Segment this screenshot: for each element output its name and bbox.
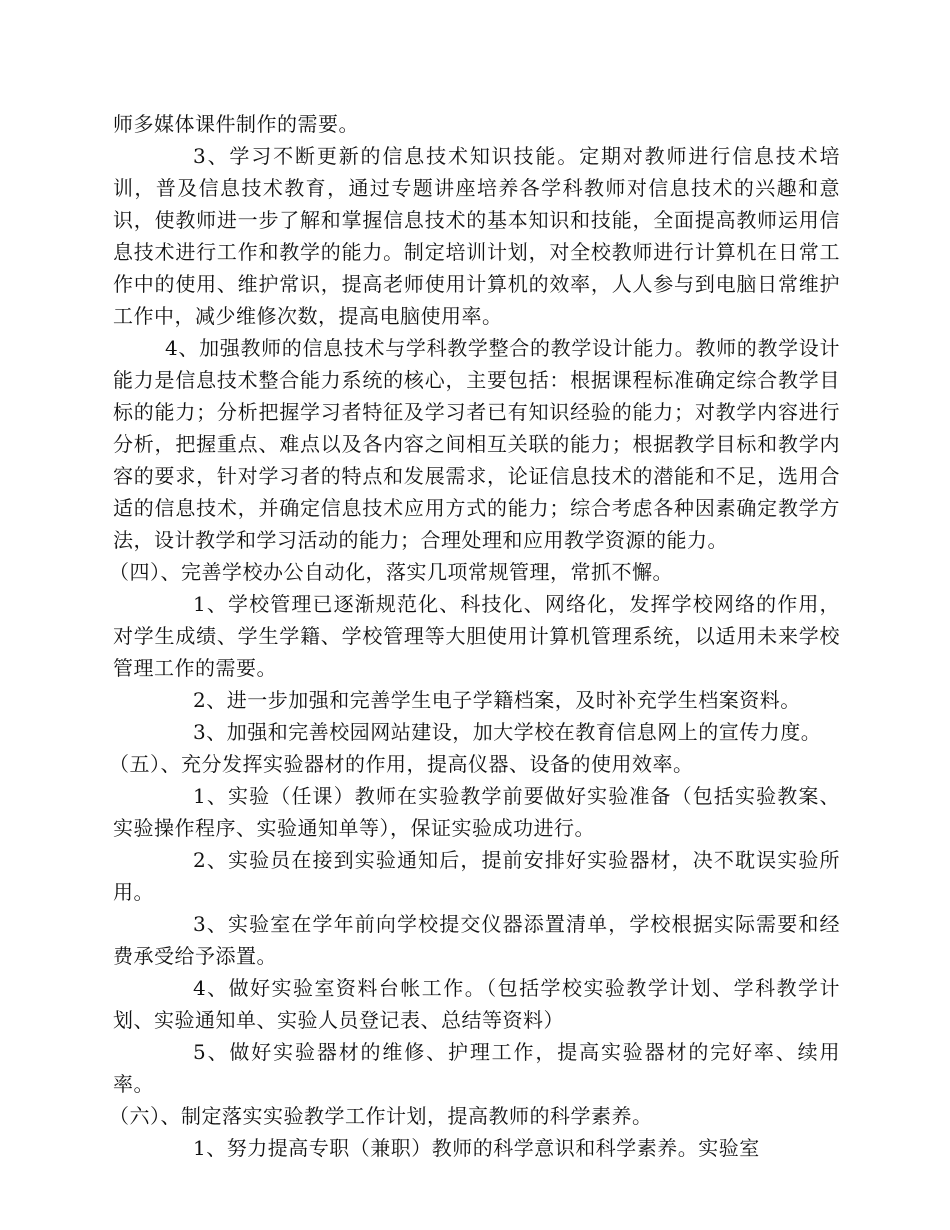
section-heading-5: （五）、充分发挥实验器材的作用，提高仪器、设备的使用效率。 (109, 752, 694, 776)
paragraph-item-2-lab-staff: 2、实验员在接到实验通知后，提前安排好实验器材，决不耽误实验所用。 (113, 848, 840, 904)
paragraph-item-1-lab-prep: 1、实验（任课）教师在实验教学前要做好实验准备（包括实验教案、实验操作程序、实验通知单等），保证实验成功进行。 (113, 784, 840, 840)
paragraph-item-3-it-training: 3、学习不断更新的信息技术知识技能。定期对教师进行信息技术培训，普及信息技术教育，通过专题讲座培养各学科教师对信息技术的兴趣和意识，使教师进一步了解和掌握信息技术的基本知识和技能，全面提高教师运用信息技术进行工作和教学的能力。制定培训计划，对全校教师进行计算机在日常工作中的使用、维护常识，提高老师使用计算机的效率，人人参与到电脑日常维护工作中，减少维修次数，提高电脑使用率。 (113, 144, 840, 328)
section-heading-6: （六）、制定落实实验教学工作计划，提高教师的科学素养。 (109, 1104, 653, 1128)
document-body (109, 108, 840, 1164)
paragraph-item-1-management: 1、学校管理已逐渐规范化、科技化、网络化，发挥学校网络的作用，对学生成绩、学生学籍、学校管理等大胆使用计算机管理系统，以适用未来学校管理工作的需要。 (113, 592, 840, 680)
paragraph-continuation: 师多媒体课件制作的需要。 (113, 112, 359, 136)
paragraph-item-3-equipment-list: 3、实验室在学年前向学校提交仪器添置清单，学校根据实际需要和经费承受给予添置。 (113, 912, 840, 968)
paragraph-item-4-design-ability: 4、加强教师的信息技术与学科教学整合的教学设计能力。教师的教学设计能力是信息技术整合能力系统的核心，主要包括：根据课程标准确定综合教学目标的能力；分析把握学习者特征及学习者已有知识经验的能力；对教学内容进行分析，把握重点、难点以及各内容之间相互关联的能力；根据教学目标和教学内容的要求，针对学习者的特点和发展需求，论证信息技术的潜能和不足，选用合适的信息技术，并确定信息技术应用方式的能力；综合考虑各种因素确定教学方法，设计教学和学习活动的能力；合理处理和应用教学资源的能力。 (113, 336, 840, 552)
paragraph-item-3-website: 3、加强和完善校园网站建设，加大学校在教育信息网上的宣传力度。 (193, 720, 822, 744)
section-heading-4: （四）、完善学校办公自动化，落实几项常规管理，常抓不懈。 (109, 560, 673, 584)
paragraph-item-1-science-literacy: 1、努力提高专职（兼职）教师的科学意识和科学素养。实验室 (193, 1136, 760, 1160)
paragraph-item-2-student-records: 2、进一步加强和完善学生电子学籍档案，及时补充学生档案资料。 (193, 688, 801, 712)
paragraph-item-4-lab-records: 4、做好实验室资料台帐工作。（包括学校实验教学计划、学科教学计划、实验通知单、实验人员登记表、总结等资料） (113, 976, 840, 1032)
paragraph-item-5-maintenance: 5、做好实验器材的维修、护理工作，提高实验器材的完好率、续用率。 (113, 1040, 840, 1096)
